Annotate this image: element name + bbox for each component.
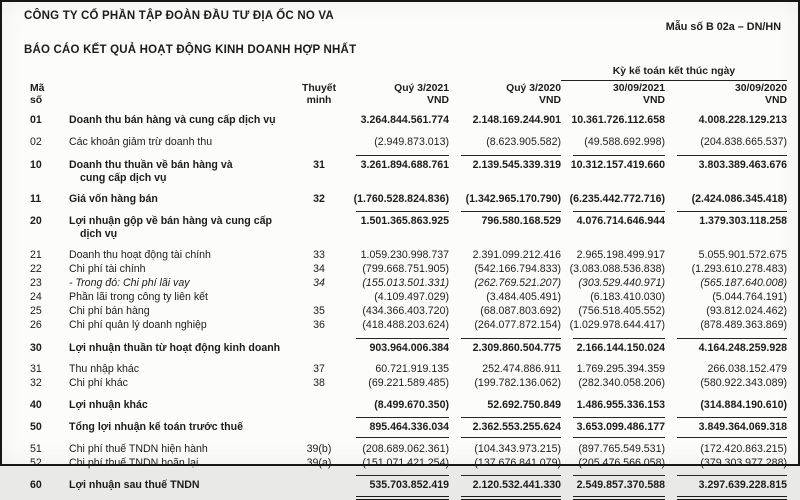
- amount-q3-2021: (8.499.670.350): [374, 398, 449, 411]
- amount-ytd-2020: 266.038.152.479: [707, 362, 787, 375]
- table-row: [24, 420, 787, 434]
- column-header-ytd-2020: 30/09/2020 VND: [734, 82, 787, 106]
- row-label: Chi phí quản lý doanh nghiệp: [69, 318, 207, 331]
- table-row: [24, 318, 787, 332]
- amount-ytd-2021: 10.312.157.419.660: [561, 159, 665, 172]
- amount-q3-2020: (264.077.872.154): [474, 318, 561, 331]
- amount-q3-2021: 1.059.230.998.737: [360, 248, 449, 261]
- note-ref: 39(b): [306, 442, 332, 455]
- column-header-q3-2021: Quý 3/2021 VND: [394, 82, 449, 106]
- row-label: Chi phí thuế TNDN hiện hành: [69, 442, 208, 455]
- amount-ytd-2021: 10.361.726.112.658: [571, 113, 665, 126]
- amount-q3-2021: (2.949.873.013): [374, 135, 449, 148]
- amount-q3-2020: 252.474.886.911: [482, 362, 561, 375]
- amount-q3-2021: 1.501.365.863.925: [344, 215, 449, 228]
- amount-q3-2020: 2.148.169.244.901: [472, 113, 561, 126]
- report-title: BÁO CÁO KẾT QUẢ HOẠT ĐỘNG KINH DOANH HỢP NHẤT: [24, 44, 357, 56]
- company-name: CÔNG TY CỔ PHẦN TẬP ĐOÀN ĐẦU TƯ ĐỊA ỐC NO VA: [24, 10, 334, 22]
- row-label: Doanh thu hoạt động tài chính: [69, 248, 211, 261]
- amount-q3-2021: (69.221.589.485): [368, 376, 449, 389]
- amount-q3-2020: 52.692.750.849: [487, 398, 561, 411]
- row-code: 50: [30, 420, 42, 433]
- note-ref: [294, 114, 344, 127]
- form-number: Mẫu số B 02a – DN/HN: [665, 21, 781, 33]
- amount-q3-2021: (1.760.528.824.836): [353, 192, 449, 205]
- column-header-ytd-2021: 30/09/2021 VND: [612, 82, 665, 106]
- amount-ytd-2021: (6.235.442.772.716): [569, 192, 665, 205]
- amount-q3-2021: 3.261.894.688.761: [344, 159, 449, 172]
- row-code: 51: [30, 442, 42, 455]
- amount-ytd-2020: (1.293.610.278.483): [691, 262, 787, 275]
- amount-q3-2020: (8.623.905.582): [486, 135, 561, 148]
- row-label: Tổng lợi nhuận kế toán trước thuế: [69, 420, 243, 433]
- row-code: 26: [30, 318, 42, 331]
- row-code: 24: [30, 290, 42, 303]
- amount-q3-2020: 2.120.532.441.330: [449, 479, 561, 492]
- table-row: [24, 398, 787, 412]
- amount-ytd-2021: (6.183.410.030): [590, 290, 665, 303]
- row-code: 11: [30, 192, 42, 205]
- amount-ytd-2020: 3.849.364.069.318: [665, 421, 787, 434]
- table-row: [24, 135, 787, 149]
- amount-q3-2020: (137.676.841.079): [474, 456, 561, 469]
- amount-q3-2020: (262.769.521.207): [474, 276, 561, 289]
- table-row: [24, 262, 787, 276]
- note-ref: [294, 421, 344, 434]
- note-ref: 34: [313, 276, 325, 289]
- row-label: Phần lãi trong công ty liên kết: [69, 290, 208, 303]
- row-label: Lợi nhuận thuần từ hoạt động kinh doanh: [69, 341, 281, 354]
- row-code: 25: [30, 304, 42, 317]
- amount-q3-2021: (4.109.497.029): [374, 290, 449, 303]
- row-label: Chi phí thuế TNDN hoãn lại: [69, 456, 199, 469]
- amount-ytd-2021: (205.476.566.058): [578, 456, 665, 469]
- table-row: [24, 442, 787, 456]
- table-row: [24, 248, 787, 262]
- amount-q3-2021: (208.689.062.361): [362, 442, 449, 455]
- note-ref: [294, 399, 344, 412]
- row-label: Các khoản giảm trừ doanh thu: [69, 135, 213, 148]
- row-label: Giá vốn hàng bán: [69, 192, 158, 205]
- amount-q3-2021: 895.464.336.034: [344, 421, 449, 434]
- amount-ytd-2020: (580.922.343.089): [700, 376, 787, 389]
- amount-q3-2021: (434.366.403.720): [362, 304, 449, 317]
- note-ref: 37: [313, 362, 325, 375]
- amount-q3-2021: 60.721.919.135: [375, 362, 449, 375]
- amount-ytd-2021: (897.765.549.531): [578, 442, 665, 455]
- note-ref: 36: [313, 318, 325, 331]
- amount-q3-2021: 3.264.844.561.774: [360, 113, 449, 126]
- table-row: [24, 192, 787, 206]
- row-label: Chi phí tài chính: [69, 262, 146, 275]
- row-code: 32: [30, 376, 42, 389]
- row-code: 02: [30, 135, 42, 148]
- note-ref: 35: [313, 304, 325, 317]
- amount-q3-2021: (155.013.501.331): [362, 276, 449, 289]
- row-code: 30: [30, 341, 42, 354]
- row-label: Chi phí khác: [69, 376, 128, 389]
- row-code: 23: [30, 276, 42, 289]
- table-row: [24, 304, 787, 318]
- amount-ytd-2020: (93.812.024.462): [706, 304, 787, 317]
- amount-ytd-2021: (1.029.978.644.417): [569, 318, 665, 331]
- amount-ytd-2020: (5.044.764.191): [712, 290, 787, 303]
- note-ref: 38: [313, 376, 325, 389]
- table-row: [24, 362, 787, 376]
- table-row: [24, 276, 787, 290]
- amount-ytd-2021: 4.076.714.646.944: [561, 215, 665, 228]
- amount-q3-2020: (3.484.405.491): [486, 290, 561, 303]
- amount-ytd-2020: 4.164.248.259.928: [665, 342, 787, 355]
- table-row: [24, 113, 787, 127]
- amount-ytd-2021: 2.166.144.150.024: [561, 342, 665, 355]
- amount-ytd-2020: 5.055.901.572.675: [698, 248, 787, 261]
- row-label: Doanh thu bán hàng và cung cấp dịch vụ: [69, 113, 276, 126]
- table-row: [24, 341, 787, 355]
- row-code: 31: [30, 362, 42, 375]
- note-ref: [294, 342, 344, 355]
- amount-q3-2020: (68.087.803.692): [480, 304, 561, 317]
- row-code: 21: [30, 248, 42, 261]
- amount-q3-2020: (1.342.965.170.790): [465, 192, 561, 205]
- note-ref: 34: [313, 262, 325, 275]
- amount-q3-2020: 2.391.099.212.416: [472, 248, 561, 261]
- row-label: Chi phí bán hàng: [69, 304, 150, 317]
- amount-ytd-2021: (756.518.405.552): [578, 304, 665, 317]
- note-ref: 32: [313, 192, 325, 205]
- row-code: 01: [30, 113, 42, 126]
- row-label: Lợi nhuận khác: [69, 398, 148, 411]
- table-header: [24, 66, 787, 108]
- amount-ytd-2021: 1.486.955.336.153: [576, 398, 665, 411]
- amount-ytd-2020: 3.297.639.228.815: [665, 479, 787, 492]
- note-ref: [294, 136, 344, 149]
- amount-ytd-2020: (878.489.363.869): [700, 318, 787, 331]
- row-code: 20: [30, 214, 42, 227]
- period-group-header: Kỳ kế toán kết thúc ngày: [561, 66, 787, 81]
- note-ref: 31: [313, 158, 325, 171]
- amount-ytd-2021: (303.529.440.971): [578, 276, 665, 289]
- amount-ytd-2021: 2.549.857.370.588: [561, 479, 665, 492]
- table-row: [24, 158, 787, 185]
- amount-ytd-2021: (49.588.692.998): [584, 135, 665, 148]
- row-code: 10: [30, 158, 42, 171]
- amount-ytd-2020: 4.008.228.129.213: [698, 113, 787, 126]
- amount-q3-2020: (104.343.973.215): [474, 442, 561, 455]
- amount-ytd-2020: (379.303.977.288): [700, 456, 787, 469]
- note-ref: [294, 215, 344, 228]
- amount-q3-2020: 796.580.168.529: [449, 215, 561, 228]
- note-ref: 39(a): [306, 456, 332, 469]
- amount-q3-2020: 2.309.860.504.775: [449, 342, 561, 355]
- amount-q3-2021: 535.703.852.419: [344, 479, 449, 492]
- column-header-q3-2020: Quý 3/2020 VND: [506, 82, 561, 106]
- row-label: Lợi nhuận gộp về bán hàng và cung cấp dịch vụ: [69, 214, 272, 240]
- amount-q3-2021: (418.488.203.624): [362, 318, 449, 331]
- table-row: [24, 214, 787, 241]
- amount-ytd-2021: 2.965.198.499.917: [576, 248, 665, 261]
- row-label: Lợi nhuận sau thuế TNDN: [69, 478, 200, 491]
- row-label: Doanh thu thuần về bán hàng và cung cấp dịch vụ: [69, 158, 233, 184]
- amount-ytd-2021: 3.653.099.486.177: [561, 421, 665, 434]
- amount-ytd-2020: (314.884.190.610): [700, 398, 787, 411]
- amount-q3-2020: (199.782.136.062): [474, 376, 561, 389]
- amount-ytd-2021: (282.340.058.206): [578, 376, 665, 389]
- amount-q3-2020: (542.166.794.833): [474, 262, 561, 275]
- amount-ytd-2020: (2.424.086.345.418): [691, 192, 787, 205]
- amount-q3-2021: (151.071.421.254): [362, 456, 449, 469]
- row-code: 22: [30, 262, 42, 275]
- amount-ytd-2020: 3.803.389.463.676: [665, 159, 787, 172]
- statement-table: [24, 113, 787, 492]
- column-header-notes: Thuyết minh: [301, 82, 337, 106]
- amount-ytd-2021: (3.083.088.536.838): [569, 262, 665, 275]
- amount-ytd-2021: 1.769.295.394.359: [576, 362, 665, 375]
- row-code: 40: [30, 398, 42, 411]
- note-ref: [294, 291, 344, 304]
- amount-q3-2021: 903.964.006.384: [344, 342, 449, 355]
- table-row: [24, 376, 787, 390]
- amount-q3-2020: 2.362.553.255.624: [449, 421, 561, 434]
- column-header-label: [69, 83, 294, 108]
- table-row: [24, 478, 787, 492]
- note-ref: 33: [313, 248, 325, 261]
- table-row: [24, 456, 787, 470]
- column-header-code: Mã số: [30, 82, 45, 106]
- amount-ytd-2020: (204.838.665.537): [700, 135, 787, 148]
- amount-ytd-2020: (172.420.863.215): [700, 442, 787, 455]
- note-ref: [294, 479, 344, 492]
- amount-ytd-2020: 1.379.303.118.258: [665, 215, 787, 228]
- row-label: Thu nhập khác: [69, 362, 140, 375]
- row-label: - Trong đó: Chi phí lãi vay: [69, 276, 190, 289]
- amount-q3-2021: (799.668.751.905): [362, 262, 449, 275]
- row-code: 52: [30, 456, 42, 469]
- amount-q3-2020: 2.139.545.339.319: [449, 159, 561, 172]
- table-row: [24, 290, 787, 304]
- row-code: 60: [30, 478, 42, 491]
- amount-ytd-2020: (565.187.640.008): [700, 276, 787, 289]
